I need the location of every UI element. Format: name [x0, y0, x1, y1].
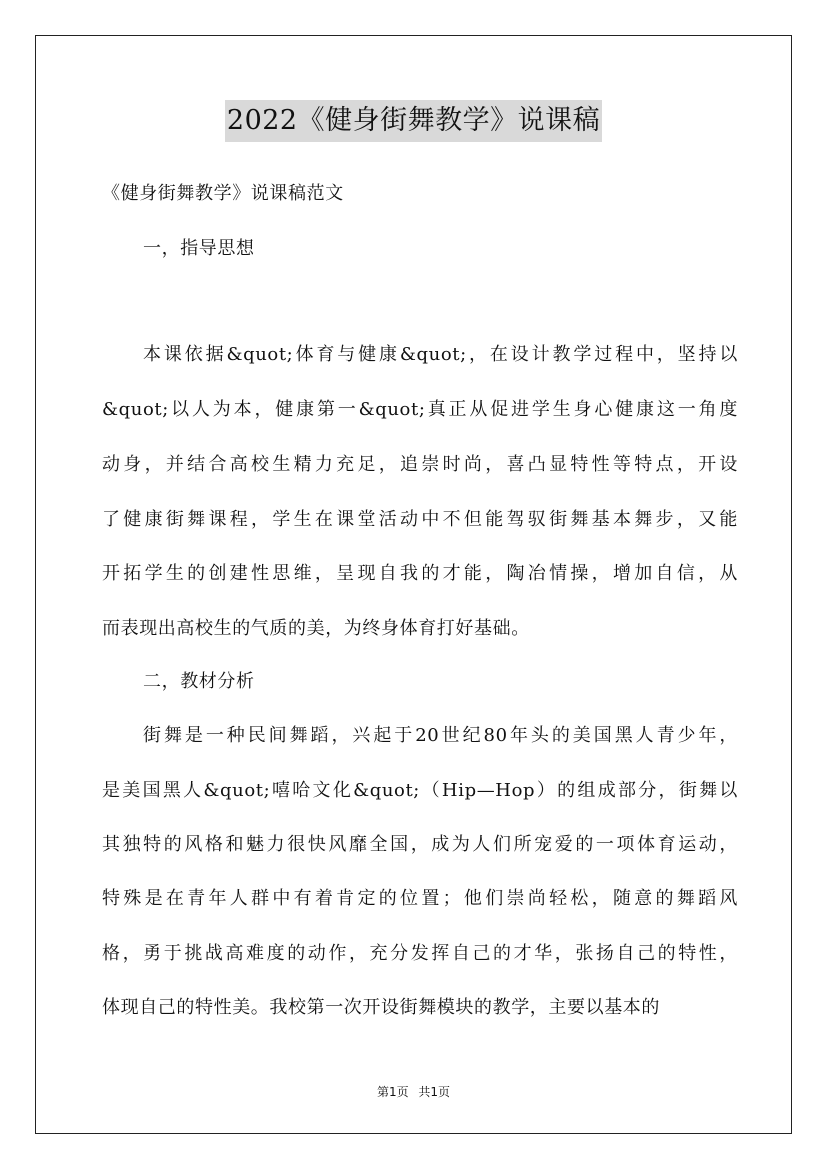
paragraph-line: 了健康街舞课程，学生在课堂活动中不但能驾驭街舞基本舞步，又能: [102, 509, 738, 530]
section-heading-2: 二，教材分析: [143, 671, 255, 692]
paragraph-line: 街舞是一种民间舞蹈，兴起于20世纪80年头的美国黑人青少年，: [143, 725, 738, 746]
paragraph-line: 体现自己的特性美。我校第一次开设街舞模块的教学，主要以基本的: [102, 997, 660, 1018]
page-footer: [0, 1083, 827, 1100]
paragraph-line: 格，勇于挑战高难度的动作，充分发挥自己的才华，张扬自己的特性，: [102, 943, 738, 964]
paragraph-line: &quot;以人为本，健康第一&quot;真正从促进学生身心健康这一角度: [102, 399, 738, 420]
paragraph-line: 开拓学生的创建性思维，呈现自我的才能，陶冶情操，增加自信，从: [102, 563, 738, 584]
document-subtitle: 《健身街舞教学》说课稿范文: [102, 183, 344, 204]
page-number: 第1页: [376, 1085, 409, 1099]
paragraph-line: 特殊是在青年人群中有着肯定的位置；他们崇尚轻松，随意的舞蹈风: [102, 888, 738, 909]
paragraph-line: 动身，并结合高校生精力充足，追崇时尚，喜凸显特性等特点，开设: [102, 454, 738, 475]
paragraph-line: 是美国黑人&quot;嘻哈文化&quot;（Hip—Hop）的组成部分，街舞以: [102, 780, 738, 801]
section-heading-1: 一，指导思想: [143, 238, 255, 259]
title-container: [0, 100, 827, 142]
paragraph-line: 而表现出高校生的气质的美，为终身体育打好基础。: [102, 618, 530, 639]
document-title: 2022《健身街舞教学》说课稿: [225, 100, 602, 142]
page-total: 共1页: [418, 1085, 451, 1099]
paragraph-line: 本课依据&quot;体育与健康&quot;，在设计教学过程中，坚持以: [143, 344, 738, 365]
paragraph-line: 其独特的风格和魅力很快风靡全国，成为人们所宠爱的一项体育运动，: [102, 834, 738, 855]
